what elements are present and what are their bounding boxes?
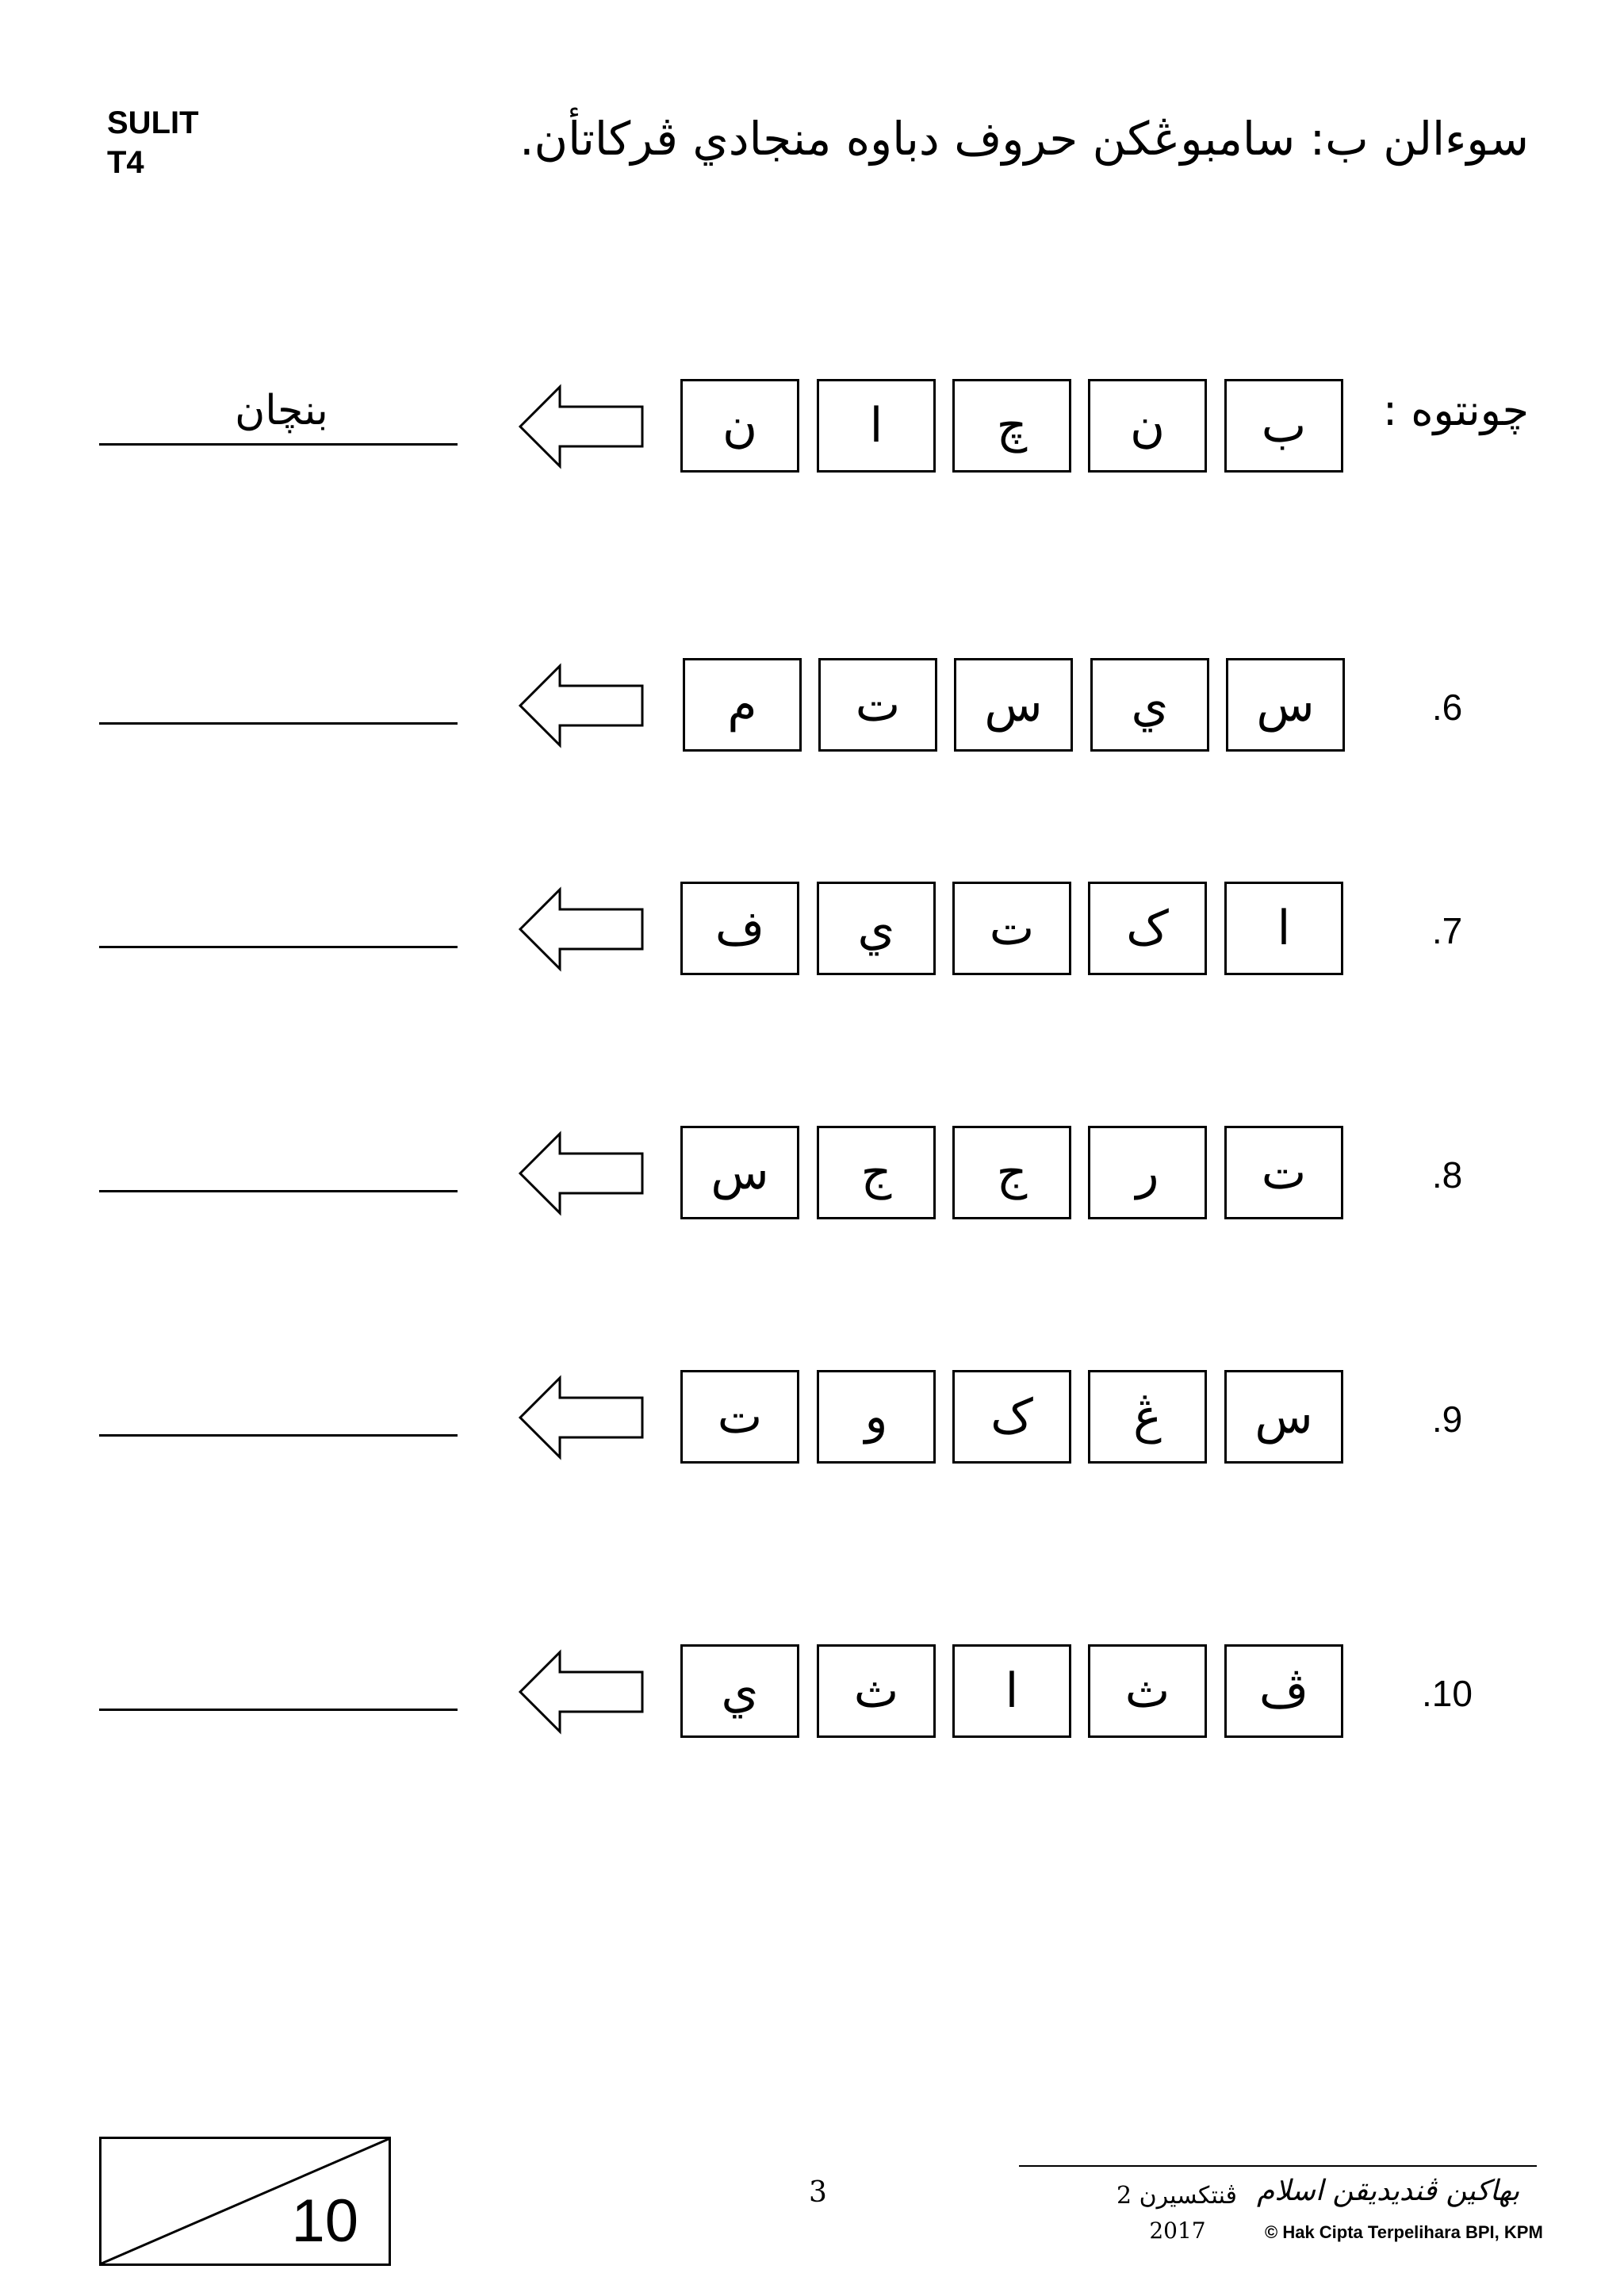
question-row-6: [0, 658, 1624, 761]
instruction-title: سوءالن ب: سامبوڠكن حروف دباوه منجادي ڤركاتأن.: [519, 112, 1529, 166]
letter-box: ن: [1088, 379, 1207, 473]
letter-box: ي: [817, 882, 936, 975]
arrow-left-icon: [517, 1649, 645, 1735]
letter-box: ا: [952, 1644, 1071, 1738]
question-number: .7: [1431, 910, 1463, 951]
letter-box: ف: [680, 882, 799, 975]
letter-box: ر: [1088, 1126, 1207, 1219]
page-number: 3: [809, 2176, 827, 2209]
letter-box: ڤ: [1224, 1644, 1343, 1738]
answer-line: [99, 722, 458, 725]
question-row-7: [0, 882, 1624, 985]
arrow-left-icon: [517, 663, 645, 748]
letter-box: ت: [818, 658, 937, 752]
answer-line: [99, 946, 458, 948]
answer-line: [99, 443, 458, 446]
question-number: .6: [1431, 687, 1463, 728]
letter-box: ڠ: [1088, 1370, 1207, 1464]
example-answer: بنچان: [235, 387, 328, 434]
answer-line: [99, 1190, 458, 1192]
question-number: .10: [1422, 1673, 1473, 1714]
classification-label: [107, 103, 199, 182]
classification-text: SULIT: [107, 105, 199, 140]
answer-line: [99, 1709, 458, 1711]
letter-box: ت: [952, 882, 1071, 975]
footer-divider: [1019, 2165, 1537, 2167]
letter-box: ت: [1224, 1126, 1343, 1219]
example-row: [0, 379, 1624, 482]
footer-copyright: © Hak Cipta Terpelihara BPI, KPM: [1265, 2222, 1543, 2242]
question-row-9: [0, 1370, 1624, 1473]
letter-box: ا: [817, 379, 936, 473]
question-row-8: [0, 1126, 1624, 1229]
score-box: [99, 2137, 391, 2266]
question-row-10: [0, 1644, 1624, 1747]
letter-box: ت: [680, 1370, 799, 1464]
letter-box: و: [817, 1370, 936, 1464]
footer-subject: بهاكين ڤنديديقن اسلام: [1257, 2175, 1520, 2207]
letter-box: ث: [1088, 1644, 1207, 1738]
paper-code: T4: [107, 145, 144, 180]
letter-box: ا: [1224, 882, 1343, 975]
letter-box: ج: [817, 1126, 936, 1219]
letter-box: م: [683, 658, 802, 752]
score-total: 10: [291, 2187, 358, 2255]
example-label: چونتوه :: [1382, 385, 1529, 435]
arrow-left-icon: [517, 384, 645, 469]
footer-year: 2017: [1149, 2218, 1206, 2244]
letter-box: ب: [1224, 379, 1343, 473]
letter-box: ک: [952, 1370, 1071, 1464]
arrow-left-icon: [517, 886, 645, 972]
arrow-left-icon: [517, 1375, 645, 1460]
letter-box: چ: [952, 379, 1071, 473]
letter-box: س: [954, 658, 1073, 752]
letter-box: س: [1224, 1370, 1343, 1464]
footer-paper: ڤنتكسيرن 2: [1116, 2182, 1237, 2210]
letter-box: س: [1226, 658, 1345, 752]
letter-box: ک: [1088, 882, 1207, 975]
letter-box: س: [680, 1126, 799, 1219]
letter-box: ن: [680, 379, 799, 473]
letter-box: ي: [1090, 658, 1209, 752]
letter-box: ج: [952, 1126, 1071, 1219]
question-number: .9: [1431, 1399, 1463, 1440]
question-number: .8: [1431, 1154, 1463, 1196]
answer-line: [99, 1434, 458, 1437]
letter-box: ي: [680, 1644, 799, 1738]
letter-box: ث: [817, 1644, 936, 1738]
arrow-left-icon: [517, 1131, 645, 1216]
